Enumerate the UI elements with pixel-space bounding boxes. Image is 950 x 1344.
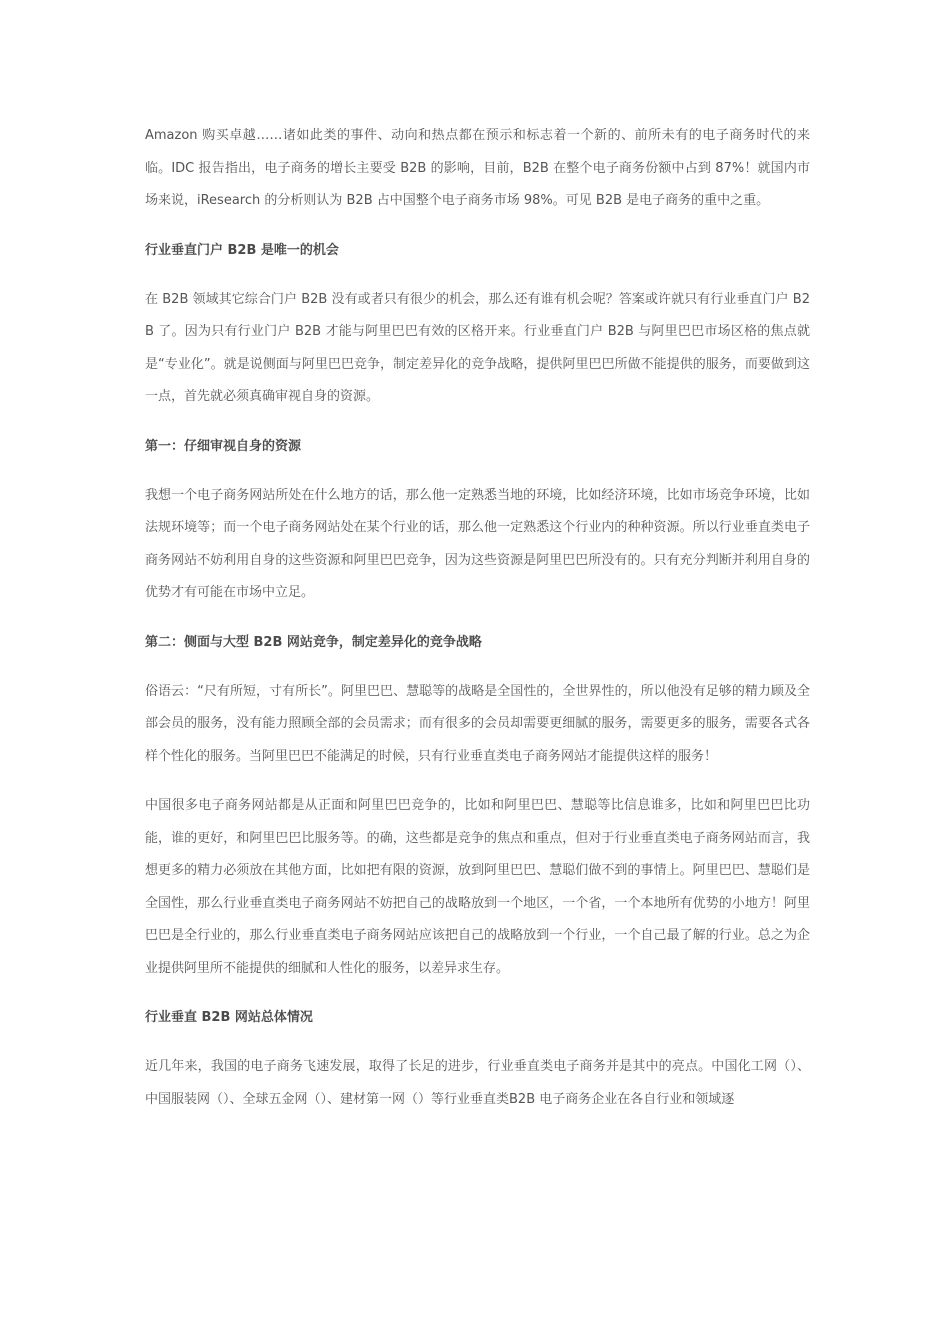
heading-overall-situation: 行业垂直 B2B 网站总体情况 [145, 1010, 313, 1025]
paragraph-differentiation: 俗语云：“尺有所短，寸有所长”。阿里巴巴、慧聪等的战略是全国性的，全世界性的，所以他没有足够的精力顾及全部会员的服务，没有能力照顾全部的会员需求；而有很多的会员却需要更细腻的服务，需要更多的服务，需要各式各样个性化的服务。当阿里巴巴不能满足的时候，只有行业垂直类电子商务网站才能提供这样的服务！ [145, 683, 810, 764]
paragraph-vertical-portal: 在 B2B 领域其它综合门户 B2B 没有或者只有很少的机会，那么还有谁有机会呢？答案或许就只有行业垂直门户 B2B 了。因为只有行业门户 B2B 才能与阿里巴巴有效的区格开来。行业垂直门户 B2B 与阿里巴巴市场区格的焦点就是“专业化”。就是说侧面与阿里巴巴竞争，制定差异化的竞争战略，提供阿里巴巴所做不能提供的服务，而要做到这一点，首先就必须真确审视自身的资源。 [145, 291, 810, 404]
heading-vertical-portal: 行业垂直门户 B2B 是唯一的机会 [145, 242, 339, 258]
document-page [145, 120, 810, 1116]
paragraph-competition: 中国很多电子商务网站都是从正面和阿里巴巴竞争的，比如和阿里巴巴、慧聪等比信息谁多，比如和阿里巴巴比功能，谁的更好，和阿里巴巴比服务等。的确，这些都是竞争的焦点和重点，但对于行业垂直类电子商务网站而言，我想更多的精力必须放在其他方面，比如把有限的资源，放到阿里巴巴、慧聪们做不到的事情上。阿里巴巴、慧聪们是全国性，那么行业垂直类电子商务网站不妨把自己的战略放到一个地区，一个省，一个本地所有优势的小地方！阿里巴巴是全行业的，那么行业垂直类电子商务网站应该把自己的战略放到一个行业，一个自己最了解的行业。总之为企业提供阿里所不能提供的细腻和人性化的服务，以差异求生存。 [145, 798, 810, 976]
paragraph-overall-situation: 近几年来，我国的电子商务飞速发展，取得了长足的进步，行业垂直类电子商务并是其中的亮点。中国化工网（）、中国服装网（）、全球五金网（）、建材第一网（）等行业垂直类B2B 电子商务企业在各自行业和领域逐 [145, 1059, 810, 1107]
paragraph-intro: Amazon 购买卓越……诸如此类的事件、动向和热点都在预示和标志着一个新的、前所未有的电子商务时代的来临。IDC 报告指出，电子商务的增长主要受 B2B 的影响，目前，B2B 在整个电子商务份额中占到 87%！就国内市场来说，iResearch 的分析则认为 B2B 占中国整个电子商务市场 98%。可见 B2B 是电子商务的重中之重。 [145, 128, 810, 208]
heading-second-differentiation: 第二：侧面与大型 B2B 网站竞争，制定差异化的竞争战略 [145, 634, 482, 650]
heading-first-resources: 第一：仔细审视自身的资源 [145, 438, 302, 454]
paragraph-resources: 我想一个电子商务网站所处在什么地方的话，那么他一定熟悉当地的环境，比如经济环境，比如市场竞争环境，比如法规环境等；而一个电子商务网站处在某个行业的话，那么他一定熟悉这个行业内的种种资源。所以行业垂直类电子商务网站不妨利用自身的这些资源和阿里巴巴竞争，因为这些资源是阿里巴巴所没有的。只有充分判断并利用自身的优势才有可能在市场中立足。 [145, 487, 810, 600]
